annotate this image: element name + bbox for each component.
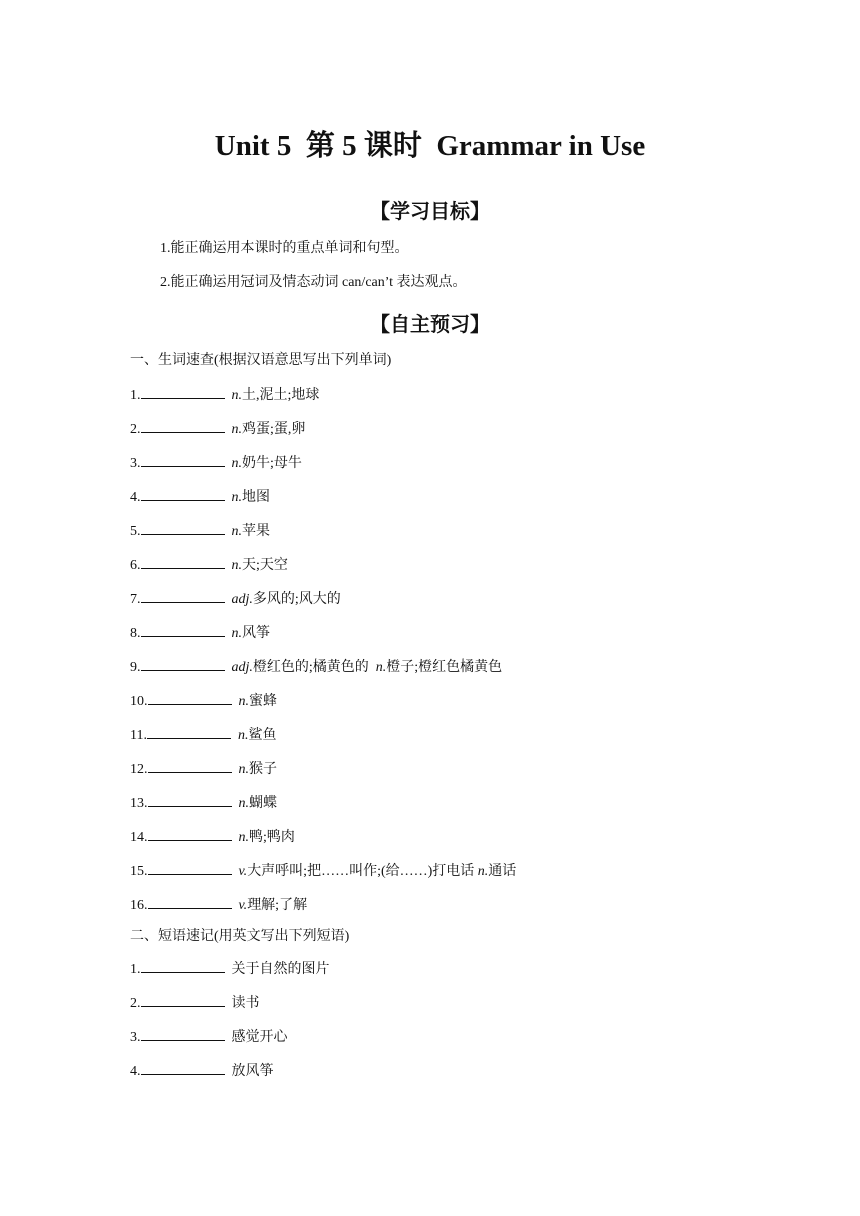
- part-of-speech: n.: [231, 626, 242, 641]
- item-meaning: 蝴蝶: [249, 796, 277, 811]
- part-of-speech: n.: [238, 694, 249, 709]
- answer-blank[interactable]: [141, 588, 225, 603]
- part-of-speech: adj.: [231, 660, 253, 675]
- answer-blank[interactable]: [148, 792, 232, 807]
- item-number: 4.: [130, 1064, 141, 1079]
- part-of-speech: n.: [231, 422, 242, 437]
- item-number: 13.: [130, 796, 148, 811]
- vocab-item: [130, 384, 319, 406]
- item-meaning: 猴子: [249, 762, 277, 777]
- answer-blank[interactable]: [148, 860, 232, 875]
- answer-blank[interactable]: [148, 894, 232, 909]
- vocab-item: [130, 486, 270, 508]
- answer-blank[interactable]: [141, 656, 225, 671]
- vocab-item: [130, 588, 341, 610]
- part-of-speech: adj.: [231, 592, 253, 607]
- vocab-item: [130, 894, 307, 916]
- phrase-item: [130, 992, 260, 1014]
- item-meaning: 放风筝: [231, 1064, 274, 1079]
- item-number: 14.: [130, 830, 148, 845]
- part-of-speech: n.: [375, 660, 387, 675]
- item-number: 10.: [130, 694, 148, 709]
- item-meaning: 关于自然的图片: [231, 962, 330, 977]
- item-number: 12.: [130, 762, 148, 777]
- item-number: 9.: [130, 660, 141, 675]
- item-meaning: 风筝: [242, 626, 270, 641]
- item-meaning: 鲨鱼: [248, 728, 277, 743]
- objective-1: 1.能正确运用本课时的重点单词和句型。: [160, 241, 409, 256]
- item-number: 6.: [130, 558, 141, 573]
- part-of-speech: n.: [238, 762, 249, 777]
- item-meaning: 鸭;鸭肉: [249, 830, 295, 845]
- objective-2: 2.能正确运用冠词及情态动词 can/can’t 表达观点。: [160, 275, 467, 290]
- item-meaning: 感觉开心: [231, 1030, 288, 1045]
- answer-blank[interactable]: [148, 758, 232, 773]
- answer-blank[interactable]: [141, 1026, 225, 1041]
- part-of-speech: v.: [238, 898, 248, 913]
- part-of-speech: n.: [477, 864, 489, 879]
- item-meaning: 读书: [231, 996, 260, 1011]
- answer-blank[interactable]: [141, 1060, 225, 1075]
- answer-blank[interactable]: [141, 486, 225, 501]
- vocab-item: [130, 826, 295, 848]
- phrase-item: [130, 958, 330, 980]
- phrase-item: [130, 1026, 288, 1048]
- part-of-speech: v.: [238, 864, 248, 879]
- item-meaning: 橙红色的;橘黄色的: [252, 660, 376, 675]
- part-of-speech: n.: [231, 524, 242, 539]
- item-meaning: 通话: [488, 864, 517, 879]
- part-of-speech: n.: [231, 388, 242, 403]
- item-number: 4.: [130, 490, 141, 505]
- answer-blank[interactable]: [148, 690, 232, 705]
- item-number: 8.: [130, 626, 141, 641]
- item-number: 11.: [130, 728, 147, 743]
- vocab-item: [130, 860, 516, 882]
- learning-objectives-heading: 【学习目标】: [370, 199, 490, 223]
- part-of-speech: n.: [238, 830, 249, 845]
- vocab-item: [130, 554, 288, 576]
- part-of-speech: n.: [231, 558, 242, 573]
- vocab-item: [130, 792, 277, 814]
- vocab-item: [130, 656, 502, 678]
- answer-blank[interactable]: [141, 452, 225, 467]
- item-meaning: 大声呼叫;把……叫作;(给……)打电话: [247, 864, 478, 879]
- self-preview-heading: 【自主预习】: [370, 312, 490, 336]
- answer-blank[interactable]: [141, 958, 225, 973]
- vocabulary-part-heading: 一、生词速查(根据汉语意思写出下列单词): [130, 353, 392, 368]
- item-number: 2.: [130, 996, 141, 1011]
- part-of-speech: n.: [231, 456, 242, 471]
- vocab-item: [130, 520, 270, 542]
- item-number: 3.: [130, 1030, 141, 1045]
- answer-blank[interactable]: [147, 724, 231, 739]
- item-number: 1.: [130, 962, 141, 977]
- phrases-part-heading: 二、短语速记(用英文写出下列短语): [130, 929, 350, 944]
- item-number: 15.: [130, 864, 148, 879]
- item-meaning: 橙子;橙红色橘黄色: [386, 660, 503, 675]
- item-meaning: 鸡蛋;蛋,卵: [242, 422, 306, 437]
- item-meaning: 理解;了解: [247, 898, 308, 913]
- vocab-item: [130, 758, 277, 780]
- item-number: 3.: [130, 456, 141, 471]
- item-meaning: 天;天空: [242, 558, 288, 573]
- part-of-speech: n.: [231, 490, 242, 505]
- item-number: 16.: [130, 898, 148, 913]
- item-number: 5.: [130, 524, 141, 539]
- vocab-item: [130, 622, 270, 644]
- answer-blank[interactable]: [141, 622, 225, 637]
- item-number: 1.: [130, 388, 141, 403]
- page-title: Unit 5 第 5 课时 Grammar in Use: [214, 130, 646, 162]
- item-meaning: 奶牛;母牛: [242, 456, 302, 471]
- item-number: 7.: [130, 592, 141, 607]
- item-meaning: 地图: [242, 490, 270, 505]
- answer-blank[interactable]: [141, 992, 225, 1007]
- part-of-speech: n.: [237, 728, 249, 743]
- answer-blank[interactable]: [141, 520, 225, 535]
- item-number: 2.: [130, 422, 141, 437]
- item-meaning: 蜜蜂: [249, 694, 277, 709]
- item-meaning: 苹果: [242, 524, 270, 539]
- vocab-item: [130, 690, 277, 712]
- vocab-item: [130, 418, 305, 440]
- phrase-item: [130, 1060, 274, 1082]
- vocab-item: [130, 724, 276, 746]
- answer-blank[interactable]: [148, 826, 232, 841]
- item-meaning: 多风的;风大的: [252, 592, 341, 607]
- item-meaning: 土,泥土;地球: [242, 388, 320, 403]
- answer-blank[interactable]: [141, 418, 225, 433]
- vocab-item: [130, 452, 302, 474]
- answer-blank[interactable]: [141, 384, 225, 399]
- part-of-speech: n.: [238, 796, 249, 811]
- answer-blank[interactable]: [141, 554, 225, 569]
